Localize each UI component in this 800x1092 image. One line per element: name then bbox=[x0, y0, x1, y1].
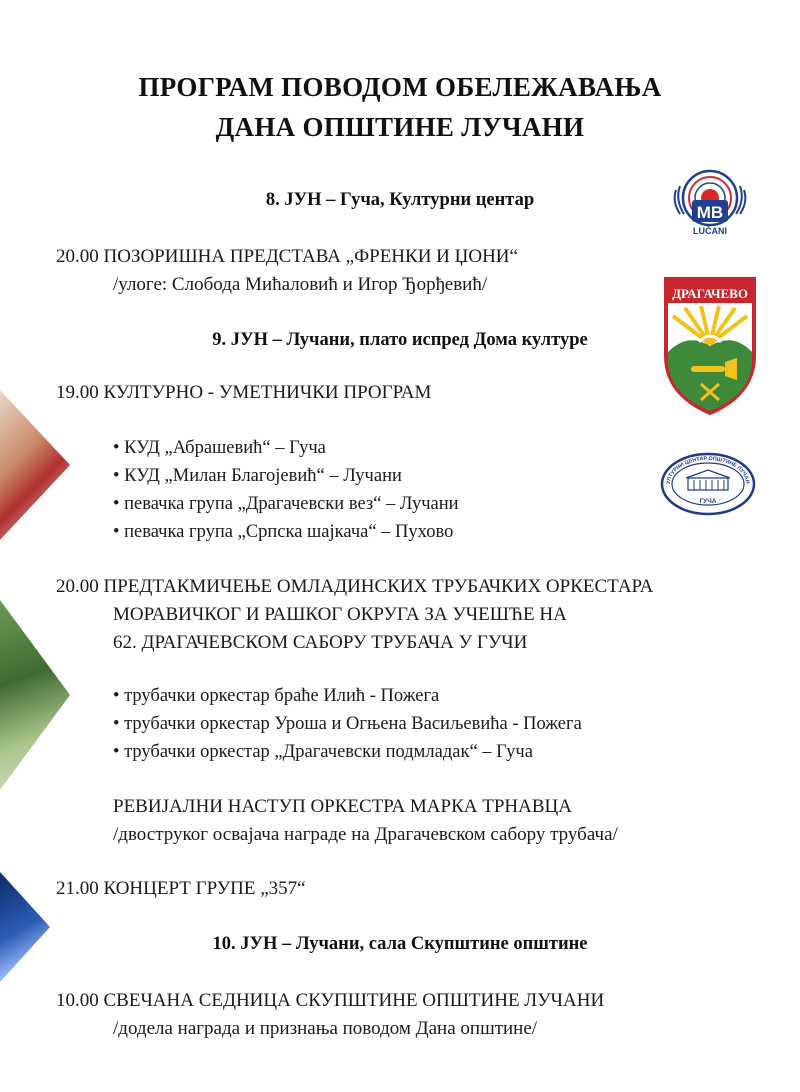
day3-heading: 10. ЈУН – Лучани, сала Скупштине општине bbox=[212, 934, 588, 954]
day1-heading: 8. ЈУН – Гуча, Културни центар bbox=[265, 190, 535, 210]
list-item: • трубачки оркестар Уроша и Огњена Васиљевића - Пожега bbox=[113, 714, 582, 734]
page-title-line2: ДАНА ОПШТИНЕ ЛУЧАНИ bbox=[215, 112, 585, 142]
mv-logo-subtext: LUČANI bbox=[693, 226, 727, 236]
day2-event3-note: /двоструког освајача награде на Драгачевском сабору трубача/ bbox=[113, 824, 618, 845]
day2-event2-line3: 62. ДРАГАЧЕВСКОМ САБОРУ ТРУБАЧА У ГУЧИ bbox=[113, 632, 528, 653]
day1-event1-note: /улоге: Слобода Мићаловић и Игор Ђорђевић/ bbox=[113, 274, 488, 295]
list-item: • КУД „Абрашевић“ – Гуча bbox=[113, 438, 326, 458]
list-item: • трубачки оркестар „Драгачевски подмладак“ – Гуча bbox=[113, 742, 533, 762]
day2-event2-line1: 20.00 ПРЕДТАКМИЧЕЊЕ ОМЛАДИНСКИХ ТРУБАЧКИХ ОРКЕСТАРА bbox=[56, 576, 654, 597]
decorative-photo-stage bbox=[0, 872, 50, 982]
page-title-line1: ПРОГРАМ ПОВОДОМ ОБЕЛЕЖАВАЊА bbox=[138, 72, 662, 102]
list-item: • певачка група „Драгачевски вез“ – Лучани bbox=[113, 494, 459, 514]
day2-event1-title: 19.00 КУЛТУРНО - УМЕТНИЧКИ ПРОГРАМ bbox=[56, 382, 432, 403]
kc-ring-text: УЛТУРНИ ЦЕНТАР ОПШТИНЕ ЛУЧАН bbox=[665, 455, 751, 485]
kc-bottom-text: ГУЧА bbox=[699, 498, 717, 505]
dragacevo-text: ДРАГАЧЕВО bbox=[672, 286, 748, 301]
decorative-photo-folk bbox=[0, 390, 70, 540]
day3-event1-title: 10.00 СВЕЧАНА СЕДНИЦА СКУПШТИНЕ ОПШТИНЕ ЛУЧАНИ bbox=[56, 990, 605, 1011]
day1-event1-title: 20.00 ПОЗОРИШНА ПРЕДСТАВА „ФРЕНКИ И ЏОНИ“ bbox=[56, 246, 518, 267]
day2-heading: 9. ЈУН – Лучани, плато испред Дома културе bbox=[212, 330, 588, 350]
day3-event1-note: /додела награда и признања поводом Дана општине/ bbox=[113, 1018, 538, 1039]
list-item: • певачка група „Српска шајкача“ – Пухово bbox=[113, 522, 454, 542]
list-item: • КУД „Милан Благојевић“ – Лучани bbox=[113, 466, 402, 486]
list-item: • трубачки оркестар браће Илић - Пожега bbox=[113, 686, 440, 706]
decorative-photo-nature bbox=[0, 600, 70, 790]
kulturni-centar-logo bbox=[660, 452, 756, 516]
day2-event4-title: 21.00 КОНЦЕРТ ГРУПЕ „357“ bbox=[56, 878, 306, 899]
day2-event3-title: РЕВИЈАЛНИ НАСТУП ОРКЕСТРА МАРКА ТРНАВЦА bbox=[113, 796, 572, 817]
mv-logo-text: MB bbox=[696, 203, 724, 222]
day2-event2-line2: МОРАВИЧКОГ И РАШКОГ ОКРУГА ЗА УЧЕШЋЕ НА bbox=[113, 604, 567, 625]
